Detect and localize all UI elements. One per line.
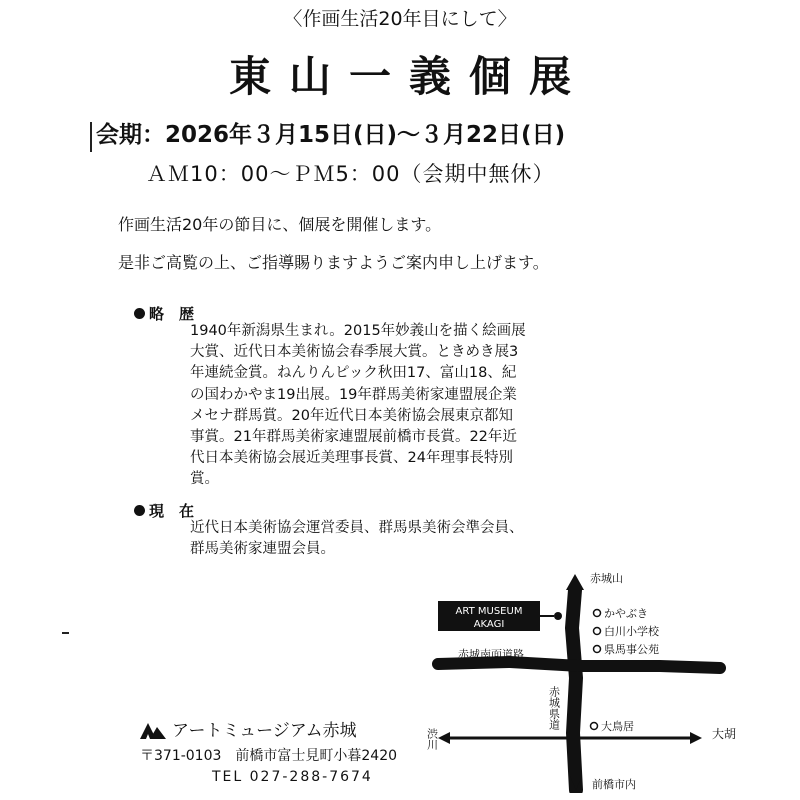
museum-label-line-2: AKAGI <box>473 619 505 630</box>
landmark-icon <box>594 628 601 635</box>
north-label: 赤城山 <box>590 572 623 585</box>
stray-mark <box>62 632 69 634</box>
museum-logo <box>140 716 357 741</box>
margin-mark <box>90 122 92 152</box>
north-arrow-icon <box>566 574 584 590</box>
career-line: 1940年新潟県生まれ。2015年妙義山を描く絵画展 <box>190 323 526 339</box>
museum-name: アートミュージアム赤城 <box>172 721 357 741</box>
north-south-road-label: 赤城県道 <box>547 686 561 730</box>
landmark-icon <box>594 610 601 617</box>
landmark-label: 県馬事公苑 <box>604 643 659 656</box>
south-label: 前橋市内 <box>592 778 636 791</box>
opening-hours: ＡＭ10：00～ＰＭ5：00（会期中無休） <box>146 162 555 186</box>
west-label: 渋川 <box>425 728 439 750</box>
exhibition-period: 会期：2026年３月15日(日)～３月22日(日) <box>96 122 566 148</box>
current-line: 近代日本美術協会運営委員、群馬県美術会準会員、 <box>190 520 524 536</box>
east-west-road-label: 赤城南面道路 <box>458 648 524 661</box>
career-line: 年連続金賞。ねんりんピック秋田17、富山18、紀 <box>190 365 517 382</box>
landmark-icon <box>594 646 601 653</box>
career-text <box>190 321 630 491</box>
career-line: 大賞、近代日本美術協会春季展大賞。ときめき展3 <box>190 344 519 361</box>
career-line: 事賞。21年群馬美術家連盟展前橋市長賞。22年近 <box>190 429 517 446</box>
museum-location-icon <box>554 612 562 620</box>
bullet-dot-icon <box>134 505 145 516</box>
north-south-road <box>572 590 576 790</box>
career-line: メセナ群馬賞。20年近代日本美術協会展東京都知 <box>190 407 513 424</box>
exhibition-title: 東山一義個展 <box>228 52 589 101</box>
torii-icon <box>591 723 598 730</box>
bullet-dot-icon <box>134 308 145 319</box>
telephone: TEL 027-288-7674 <box>212 769 373 785</box>
intro-line-2: 是非ご高覧の上、ご指導賜りますようご案内申し上げます。 <box>118 253 549 272</box>
career-line: の国わかやま19出展。19年群馬美術家連盟展企業 <box>190 386 517 403</box>
career-heading <box>134 303 194 324</box>
east-label: 大胡 <box>712 727 737 741</box>
landmark-label: かやぶき <box>604 607 648 620</box>
career-line: 代日本美術協会展近美理事長賞、24年理事長特別 <box>190 450 513 467</box>
postal-address: 〒371-0103 前橋市富士見町小暮2420 <box>140 748 398 764</box>
mountain-logo-icon <box>140 721 166 739</box>
current-heading-label: 現 在 <box>149 502 195 520</box>
intro-line-1: 作画生活20年の節目に、個展を開催します。 <box>118 215 442 234</box>
east-west-road <box>438 662 720 668</box>
landmark-label: 白川小学校 <box>604 625 659 638</box>
torii-label: 大鳥居 <box>601 720 634 733</box>
current-line: 群馬美術家連盟会員。 <box>190 541 335 558</box>
access-map <box>420 568 795 793</box>
career-heading-label: 略 歴 <box>149 305 195 323</box>
current-text <box>190 518 630 560</box>
west-arrow-icon <box>438 732 450 744</box>
exhibition-subtitle: 〈作画生活20年目にして〉 <box>283 8 517 30</box>
career-line: 賞。 <box>190 471 219 488</box>
current-heading <box>134 500 194 521</box>
museum-label-line-1: ART MUSEUM <box>455 606 523 617</box>
east-arrow-icon <box>690 732 702 744</box>
